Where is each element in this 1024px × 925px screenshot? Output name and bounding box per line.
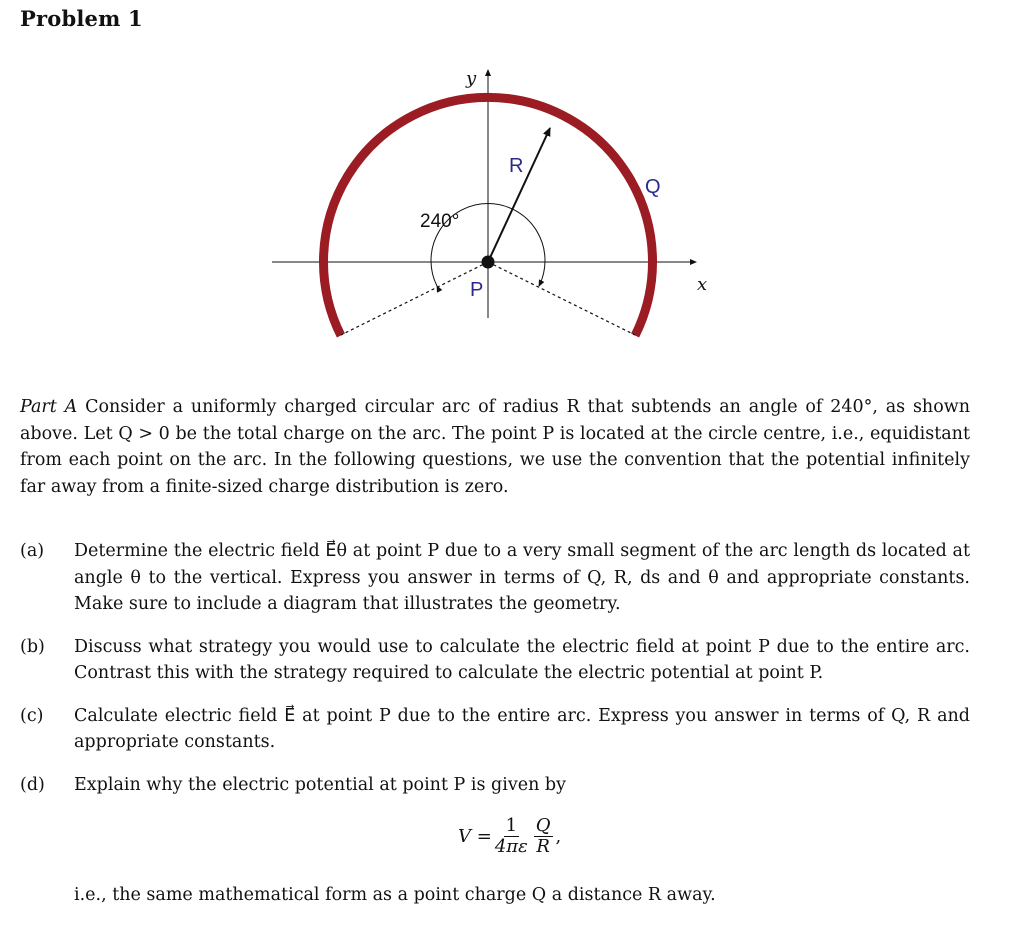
part-a-text: Consider a uniformly charged circular arc of radius R that subtends an angle of 240°, as shown above. Let Q > 0 be the total charge on the arc. The point P is located at the circle centre, i.e., equidistant from each point on the arc. In the following questions, we use the convention that the potential infinitely far away from a finite-sized charge distribution is zero. bbox=[20, 397, 970, 497]
question-a bbox=[20, 538, 970, 618]
question-d-label: (d) bbox=[20, 774, 45, 795]
fraction-constant-numerator: 1 bbox=[505, 815, 518, 836]
equation-lhs: V = bbox=[458, 826, 492, 847]
question-c-label: (c) bbox=[20, 705, 44, 726]
point-label: P bbox=[470, 279, 484, 301]
problem-title: Problem 1 bbox=[20, 6, 143, 31]
charge-label: Q bbox=[645, 176, 661, 198]
arc-figure bbox=[0, 0, 1024, 380]
question-c bbox=[20, 703, 970, 756]
part-a-paragraph bbox=[20, 394, 970, 500]
fraction-constant bbox=[495, 816, 528, 857]
fraction-charge-denominator: R bbox=[536, 836, 550, 857]
question-a-label: (a) bbox=[20, 541, 45, 561]
y-axis-label: y bbox=[466, 68, 477, 89]
fraction-constant-denominator: 4πε bbox=[494, 836, 528, 857]
question-list bbox=[20, 538, 970, 814]
x-axis-label: x bbox=[697, 274, 708, 295]
center-point-p bbox=[482, 256, 495, 269]
part-a-label: Part A bbox=[20, 397, 78, 417]
dashed-radius-right bbox=[488, 262, 635, 335]
equation-trail: , bbox=[555, 826, 562, 847]
potential-equation bbox=[458, 816, 561, 857]
question-d-text: Explain why the electric potential at point P is given by bbox=[74, 774, 566, 795]
fraction-charge bbox=[534, 816, 553, 857]
question-c-text: Calculate electric field E⃗ at point P due to the entire arc. Express you answer in terms of Q, R and appropriate constants. bbox=[74, 705, 970, 752]
question-b bbox=[20, 634, 970, 687]
question-a-text: Determine the electric field E⃗θ at point P due to a very small segment of the arc length ds located at angle θ to the vertical. Express you answer in terms of Q, R, ds and θ and appropriate constants. Make sure to include a diagram that illustrates the geometry. bbox=[74, 541, 970, 614]
question-d bbox=[20, 772, 970, 799]
angle-label: 240° bbox=[420, 211, 460, 232]
radius-label: R bbox=[509, 155, 524, 177]
fraction-charge-numerator: Q bbox=[535, 815, 551, 836]
question-b-text: Discuss what strategy you would use to calculate the electric field at point P due to the entire arc. Contrast this with the strategy required to calculate the electric potential at point P. bbox=[74, 636, 970, 683]
dashed-radius-left bbox=[341, 262, 488, 335]
radius-arrow bbox=[488, 128, 550, 262]
question-b-label: (b) bbox=[20, 636, 45, 657]
closing-note: i.e., the same mathematical form as a point charge Q a distance R away. bbox=[74, 885, 716, 905]
